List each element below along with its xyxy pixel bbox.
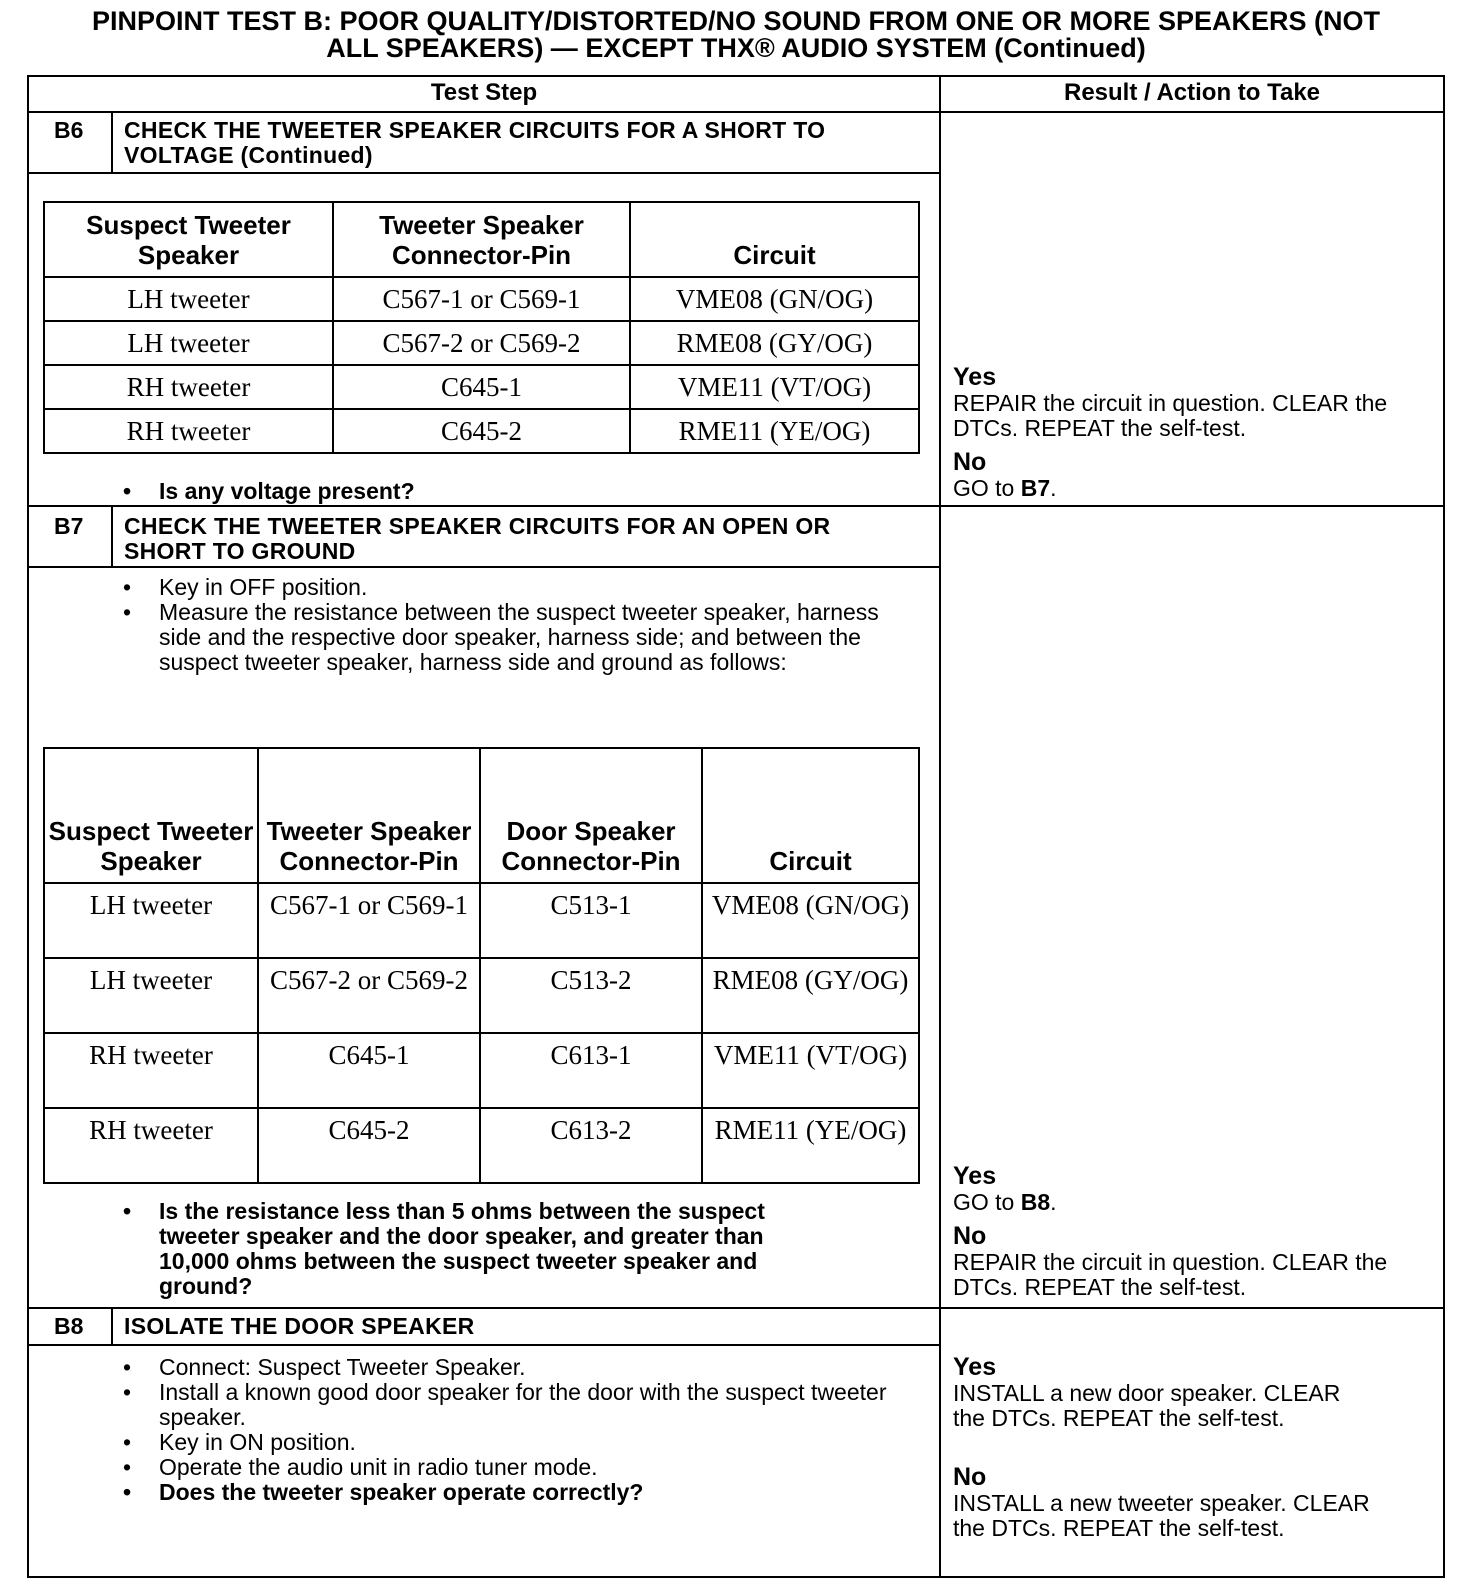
b8-no-label: No (953, 1463, 987, 1491)
b6-result (953, 364, 1443, 501)
b7-col-tweeter-connector: Tweeter Speaker Connector-Pin (258, 748, 480, 883)
b8-title-divider (27, 1344, 939, 1346)
b7-yes-end: . (1050, 1189, 1057, 1215)
b6-col-circuit: Circuit (630, 202, 919, 277)
b6-title-divider (27, 172, 939, 174)
b6-cell: RH tweeter (44, 409, 333, 453)
b8-bullet-1: • Connect: Suspect Tweeter Speaker. (119, 1355, 919, 1380)
b7-cell: C567-2 or C569-2 (258, 958, 480, 1033)
b7-question-list (119, 1199, 839, 1299)
b6-cell: C645-1 (333, 365, 630, 409)
b6-yes-line-2: DTCs. REPEAT the self-test. (953, 415, 1247, 441)
b6-tweeter-table (43, 201, 920, 454)
b7-cell: C613-2 (480, 1108, 702, 1183)
b8-step-id: B8 (54, 1313, 84, 1339)
b7-bullet-2: • Measure the resistance between the suspect tweeter speaker, harness side and the respective door speaker, harness side; and between the suspect tweeter speaker, harness side and ground as follows: (119, 600, 909, 675)
b7-cell: RME11 (YE/OG) (702, 1108, 919, 1183)
b7-id-divider (111, 505, 113, 567)
b7-cell: VME11 (VT/OG) (702, 1033, 919, 1108)
b7-title-line-2: SHORT TO GROUND (124, 538, 356, 564)
b6-no-text: GO to (953, 475, 1021, 501)
b6-question: • Is any voltage present? (119, 479, 919, 504)
table-row (44, 365, 919, 409)
b6-step-id: B6 (54, 117, 84, 143)
b8-bullet-4: • Operate the audio unit in radio tuner mode. (119, 1455, 919, 1480)
b6-b7-divider (27, 505, 1445, 507)
table-row (44, 409, 919, 453)
b6-no-label: No (953, 448, 987, 476)
table-row (44, 958, 919, 1033)
b7-cell: C613-1 (480, 1033, 702, 1108)
b6-title-line-2: VOLTAGE (Continued) (124, 142, 373, 168)
b7-cell: C645-2 (258, 1108, 480, 1183)
b8-id-divider (111, 1307, 113, 1345)
b7-cell: C645-1 (258, 1033, 480, 1108)
b7-cell: RH tweeter (44, 1033, 258, 1108)
b6-cell: C645-2 (333, 409, 630, 453)
b7-cell: LH tweeter (44, 958, 258, 1033)
table-row (44, 1033, 919, 1108)
b6-cell: C567-1 or C569-1 (333, 277, 630, 321)
b7-yes-ref: B8 (1020, 1189, 1051, 1215)
header-result-action: Result / Action to Take (1063, 79, 1321, 106)
b6-cell: RH tweeter (44, 365, 333, 409)
b6-col-connector: Tweeter Speaker Connector-Pin (333, 202, 630, 277)
b6-col-suspect: Suspect Tweeter Speaker (44, 202, 333, 277)
b6-cell: C567-2 or C569-2 (333, 321, 630, 365)
b8-question: • Does the tweeter speaker operate correctly? (119, 1480, 919, 1505)
b7-cell: RME08 (GY/OG) (702, 958, 919, 1033)
b7-cell: C567-1 or C569-1 (258, 883, 480, 958)
b6-no-ref: B7 (1020, 475, 1051, 501)
b7-question: • Is the resistance less than 5 ohms between the suspect tweeter speaker and the door speaker, and greater than 10,000 ohms between the suspect tweeter speaker and ground? (119, 1199, 839, 1299)
b7-cell: RH tweeter (44, 1108, 258, 1183)
b6-cell: RME08 (GY/OG) (630, 321, 919, 365)
b6-no-action (953, 476, 1443, 501)
b7-yes-action (953, 1190, 1443, 1215)
b7-cell: C513-1 (480, 883, 702, 958)
b7-col-suspect: Suspect Tweeter Speaker (44, 748, 258, 883)
b7-cell: C513-2 (480, 958, 702, 1033)
b7-title-divider (27, 566, 939, 568)
b6-yes-line-1: REPAIR the circuit in question. CLEAR the (953, 390, 1388, 416)
b7-cell: VME08 (GN/OG) (702, 883, 919, 958)
header-test-step: Test Step (430, 79, 538, 106)
b7-col-door-connector: Door Speaker Connector-Pin (480, 748, 702, 883)
table-row (44, 277, 919, 321)
b8-step-title: ISOLATE THE DOOR SPEAKER (124, 1313, 475, 1339)
b8-yes-label: Yes (953, 1353, 997, 1381)
b8-result (953, 1354, 1443, 1541)
b7-no-line-2: DTCs. REPEAT the self-test. (953, 1274, 1247, 1300)
page-title (0, 8, 1472, 62)
b6-step-title (124, 118, 825, 168)
b7-tweeter-table (43, 747, 920, 1184)
b6-id-divider (111, 111, 113, 173)
b7-no-line-1: REPAIR the circuit in question. CLEAR the (953, 1249, 1388, 1275)
b7-yes-text: GO to (953, 1189, 1021, 1215)
title-line-1: PINPOINT TEST B: POOR QUALITY/DISTORTED/NO SOUND FROM ONE OR MORE SPEAKERS (NOT (91, 6, 1381, 36)
b7-step-title (124, 514, 830, 564)
b7-col-circuit: Circuit (702, 748, 919, 883)
b7-title-line-1: CHECK THE TWEETER SPEAKER CIRCUITS FOR AN OPEN OR (124, 513, 831, 539)
title-line-2: ALL SPEAKERS) — EXCEPT THX® AUDIO SYSTEM (Continued) (326, 33, 1146, 63)
b6-cell: LH tweeter (44, 321, 333, 365)
b7-step-id: B7 (54, 513, 84, 539)
b7-cell: LH tweeter (44, 883, 258, 958)
b7-yes-label: Yes (953, 1162, 997, 1190)
b6-cell: LH tweeter (44, 277, 333, 321)
b6-yes-label: Yes (953, 363, 997, 391)
table-row (44, 321, 919, 365)
b6-cell: RME11 (YE/OG) (630, 409, 919, 453)
b7-bullet-1: • Key in OFF position. (119, 575, 909, 600)
b7-bullets (119, 575, 909, 675)
b7-no-label: No (953, 1222, 987, 1250)
b7-result (953, 1163, 1443, 1300)
b6-no-end: . (1050, 475, 1057, 501)
b8-bullet-3: • Key in ON position. (119, 1430, 919, 1455)
b8-bullet-2: • Install a known good door speaker for the door with the suspect tweeter speaker. (119, 1380, 919, 1430)
b6-cell: VME11 (VT/OG) (630, 365, 919, 409)
table-row (44, 1108, 919, 1183)
b7-b8-divider (27, 1307, 1445, 1309)
table-row (44, 883, 919, 958)
b6-cell: VME08 (GN/OG) (630, 277, 919, 321)
b8-bullets (119, 1355, 919, 1505)
b6-bullets (119, 479, 919, 504)
b8-yes-line-1: INSTALL a new door speaker. CLEAR (953, 1380, 1341, 1406)
b8-no-line-1: INSTALL a new tweeter speaker. CLEAR (953, 1490, 1370, 1516)
header-divider (27, 111, 1445, 113)
b8-yes-line-2: the DTCs. REPEAT the self-test. (953, 1405, 1285, 1431)
b6-title-line-1: CHECK THE TWEETER SPEAKER CIRCUITS FOR A SHORT TO (124, 117, 826, 143)
column-divider (939, 75, 941, 1578)
b8-no-line-2: the DTCs. REPEAT the self-test. (953, 1515, 1285, 1541)
